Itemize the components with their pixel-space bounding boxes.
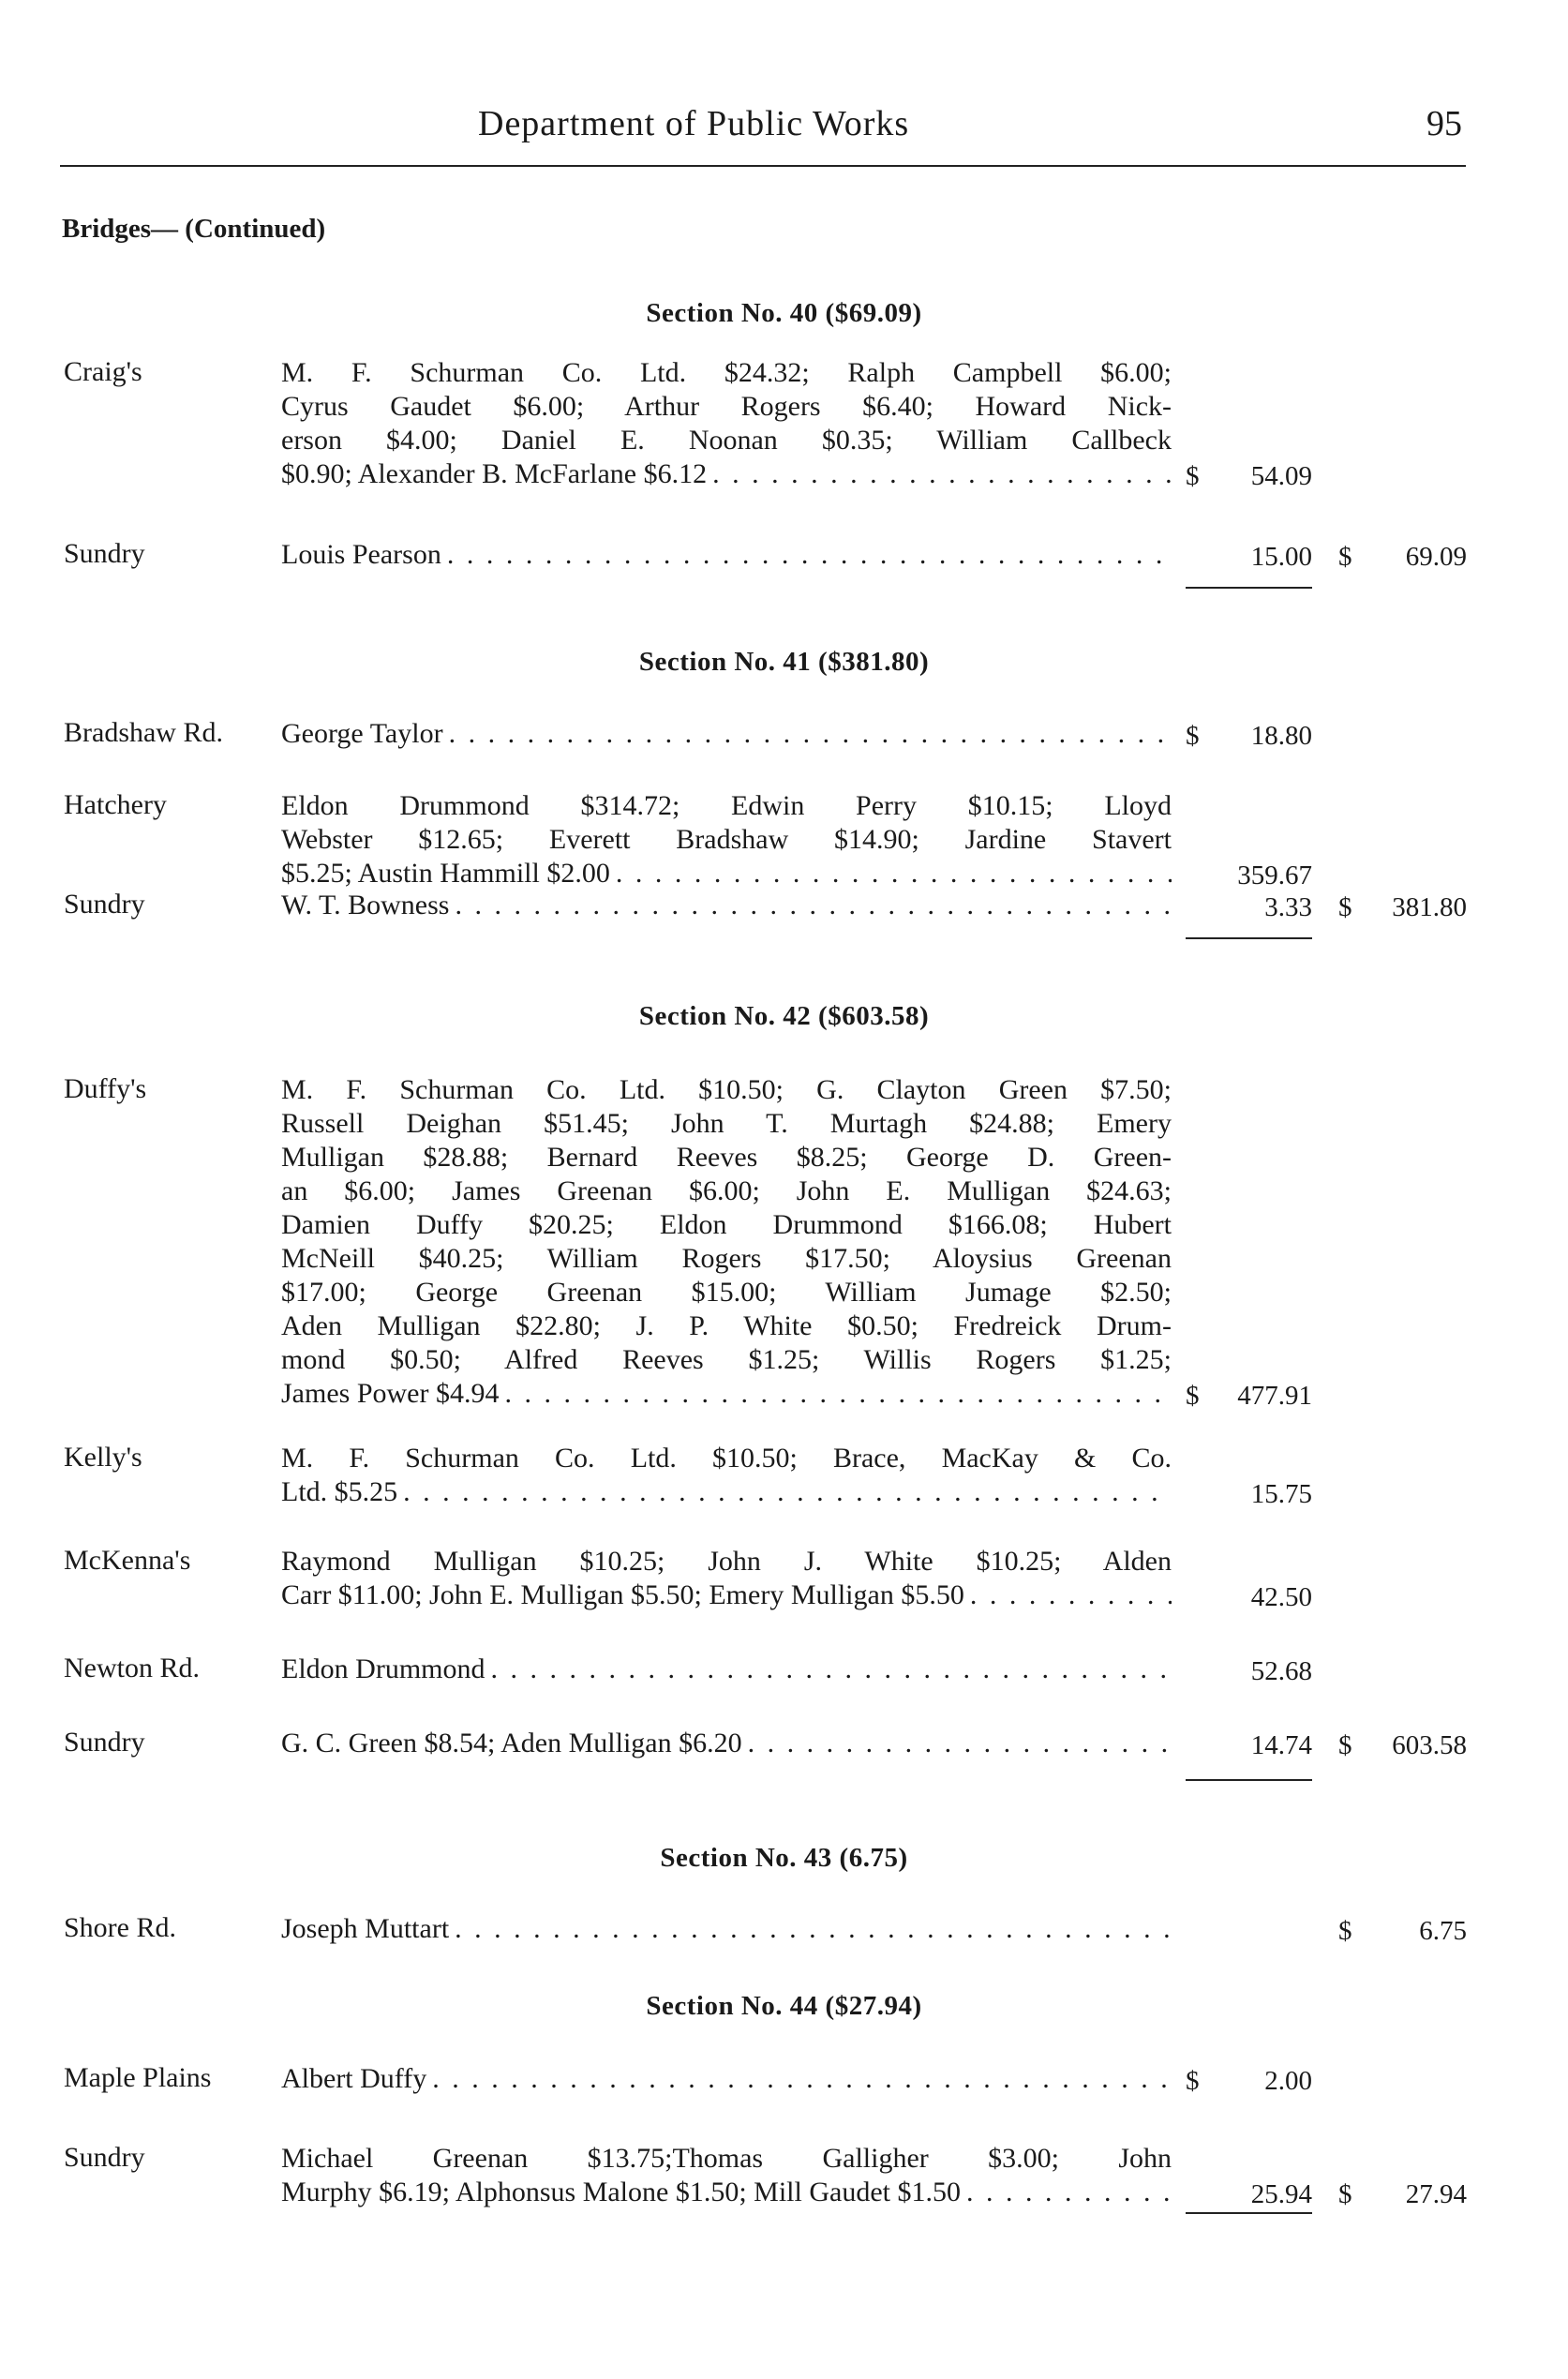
description-line: Mulligan $28.88; Bernard Reeves $8.25; George D. Green- [281,1142,1172,1173]
currency-sign: $ [1186,721,1200,751]
leader-dots [970,1579,1172,1612]
description-line: mond $0.50; Alfred Reeves $1.25; Willis Rogers $1.25; [281,1344,1172,1375]
description-line: an $6.00; James Greenan $6.00; John E. Mulligan $24.63; [281,1175,1172,1206]
entry-location: Craig's [64,356,142,387]
page-number: 95 [1426,104,1462,143]
entry-amount: 18.80 [1250,721,1312,751]
entry-description [281,1912,1172,1946]
entry-location: Sundry [64,889,145,920]
currency-sign: $ [1186,2066,1200,2096]
description-line [281,2062,1172,2096]
description-line [281,1912,1172,1946]
section-total: 381.80 [1392,892,1467,922]
description-line [281,717,1172,751]
leader-dots [432,2062,1172,2096]
description-line [281,889,1172,922]
entry-description [281,1545,1172,1612]
entry-description [281,356,1172,491]
description-line: Aden Mulligan $22.80; J. P. White $0.50; Fredreick Drum- [281,1310,1172,1341]
section-total: 6.75 [1419,1916,1467,1946]
total-currency-sign: $ [1338,1730,1352,1760]
entry-location: Hatchery [64,789,167,820]
entry-description [281,1442,1172,1509]
entry-amount: 14.74 [1250,1730,1312,1760]
entry-location: Newton Rd. [64,1653,200,1683]
entry-amount: 54.09 [1250,461,1312,491]
entry-description [281,789,1172,890]
description-line [281,857,1172,890]
entry-amount: 42.50 [1250,1582,1312,1612]
description-line: Webster $12.65; Everett Bradshaw $14.90; Jardine Stavert [281,824,1172,855]
section-title: Section No. 44 ($27.94) [646,1991,922,2021]
section-title: Section No. 42 ($603.58) [638,1001,930,1031]
description-text: Carr $11.00; John E. Mulligan $5.50; Emery Mulligan $5.50 [281,1579,964,1610]
entry-description [281,1653,1172,1686]
entry-description [281,1073,1172,1411]
description-line: $17.00; George Greenan $15.00; William Jumage $2.50; [281,1277,1172,1308]
description-line: M. F. Schurman Co. Ltd. $10.50; Brace, MacKay & Co. [281,1443,1172,1474]
description-text: G. C. Green $8.54; Aden Mulligan $6.20 [281,1728,742,1758]
entry-location: Kelly's [64,1442,142,1473]
subtotal-rule [1186,2212,1312,2214]
leader-dots [966,2176,1172,2209]
description-line [281,2176,1172,2209]
page-header [0,103,1568,159]
total-currency-sign: $ [1338,892,1352,922]
entry-location: Duffy's [64,1073,147,1104]
entry-location: Sundry [64,1727,145,1758]
subtotal-rule [1186,587,1312,589]
leader-dots [447,538,1172,572]
description-line [281,538,1172,572]
description-text: W. T. Bowness [281,890,450,920]
currency-sign: $ [1186,461,1200,491]
leader-dots [491,1653,1172,1686]
leader-dots [455,889,1172,922]
description-text: $0.90; Alexander B. McFarlane $6.12 [281,458,708,489]
entry-amount: 15.00 [1250,542,1312,572]
description-text: Albert Duffy [281,2063,427,2094]
description-line: M. F. Schurman Co. Ltd. $10.50; G. Clayton Green $7.50; [281,1074,1172,1105]
entry-amount: 25.94 [1250,2179,1312,2209]
total-currency-sign: $ [1338,1916,1352,1946]
section-title: Section No. 43 (6.75) [660,1843,908,1873]
entry-amount: 2.00 [1264,2066,1312,2096]
description-line: Damien Duffy $20.25; Eldon Drummond $166.08; Hubert [281,1209,1172,1240]
entry-amount: 52.68 [1250,1656,1312,1686]
description-text: Eldon Drummond [281,1653,485,1684]
description-line [281,1579,1172,1612]
entry-amount: 477.91 [1237,1381,1312,1411]
leader-dots [449,717,1172,751]
description-line [281,1653,1172,1686]
description-text: Ltd. $5.25 [281,1476,398,1507]
entry-location: McKenna's [64,1545,191,1576]
description-text: James Power $4.94 [281,1378,500,1409]
entry-location: Shore Rd. [64,1912,176,1943]
description-line [281,1475,1172,1509]
leader-dots [403,1475,1172,1509]
entry-description [281,2142,1172,2209]
description-line: Raymond Mulligan $10.25; John J. White $10.25; Alden [281,1546,1172,1577]
description-line: Russell Deighan $51.45; John T. Murtagh $24.88; Emery [281,1108,1172,1139]
description-text: $5.25; Austin Hammill $2.00 [281,858,610,889]
entry-description [281,1727,1172,1760]
description-line [281,1377,1172,1411]
total-currency-sign: $ [1338,542,1352,572]
description-text: Murphy $6.19; Alphonsus Malone $1.50; Mill Gaudet $1.50 [281,2177,961,2207]
description-line: McNeill $40.25; William Rogers $17.50; Aloysius Greenan [281,1243,1172,1274]
page-title: Department of Public Works [478,104,910,143]
description-line [281,1727,1172,1760]
description-text: Louis Pearson [281,539,441,570]
entry-amount: 15.75 [1250,1479,1312,1509]
entry-location: Maple Plains [64,2062,212,2093]
header-rule [60,165,1466,167]
entry-location: Bradshaw Rd. [64,717,223,748]
description-text: George Taylor [281,718,443,749]
total-currency-sign: $ [1338,2179,1352,2209]
currency-sign: $ [1186,1381,1200,1411]
entry-description [281,2062,1172,2096]
description-line: M. F. Schurman Co. Ltd. $24.32; Ralph Campbell $6.00; [281,357,1172,388]
section-title: Section No. 41 ($381.80) [638,647,930,677]
entry-description [281,538,1172,572]
section-total: 27.94 [1405,2179,1467,2209]
subtotal-rule [1186,1779,1312,1781]
continued-label: Bridges— (Continued) [62,214,326,244]
entry-location: Sundry [64,538,145,569]
description-line: Cyrus Gaudet $6.00; Arthur Rogers $6.40; Howard Nick- [281,391,1172,422]
section-title: Section No. 40 ($69.09) [646,298,922,328]
leader-dots [455,1912,1172,1946]
section-total: 69.09 [1405,542,1467,572]
leader-dots [504,1377,1172,1411]
section-total: 603.58 [1392,1730,1467,1760]
description-line: erson $4.00; Daniel E. Noonan $0.35; William Callbeck [281,425,1172,456]
entry-description [281,717,1172,751]
leader-dots [748,1727,1172,1760]
description-line: Michael Greenan $13.75;Thomas Galligher $3.00; John [281,2143,1172,2174]
entry-location: Sundry [64,2142,145,2173]
leader-dots [712,457,1172,491]
entry-amount: 359.67 [1237,860,1312,890]
entry-description [281,889,1172,922]
description-line [281,457,1172,491]
subtotal-rule [1186,937,1312,939]
description-line: Eldon Drummond $314.72; Edwin Perry $10.15; Lloyd [281,790,1172,821]
entry-amount: 3.33 [1264,892,1312,922]
leader-dots [616,857,1172,890]
description-text: Joseph Muttart [281,1913,450,1944]
